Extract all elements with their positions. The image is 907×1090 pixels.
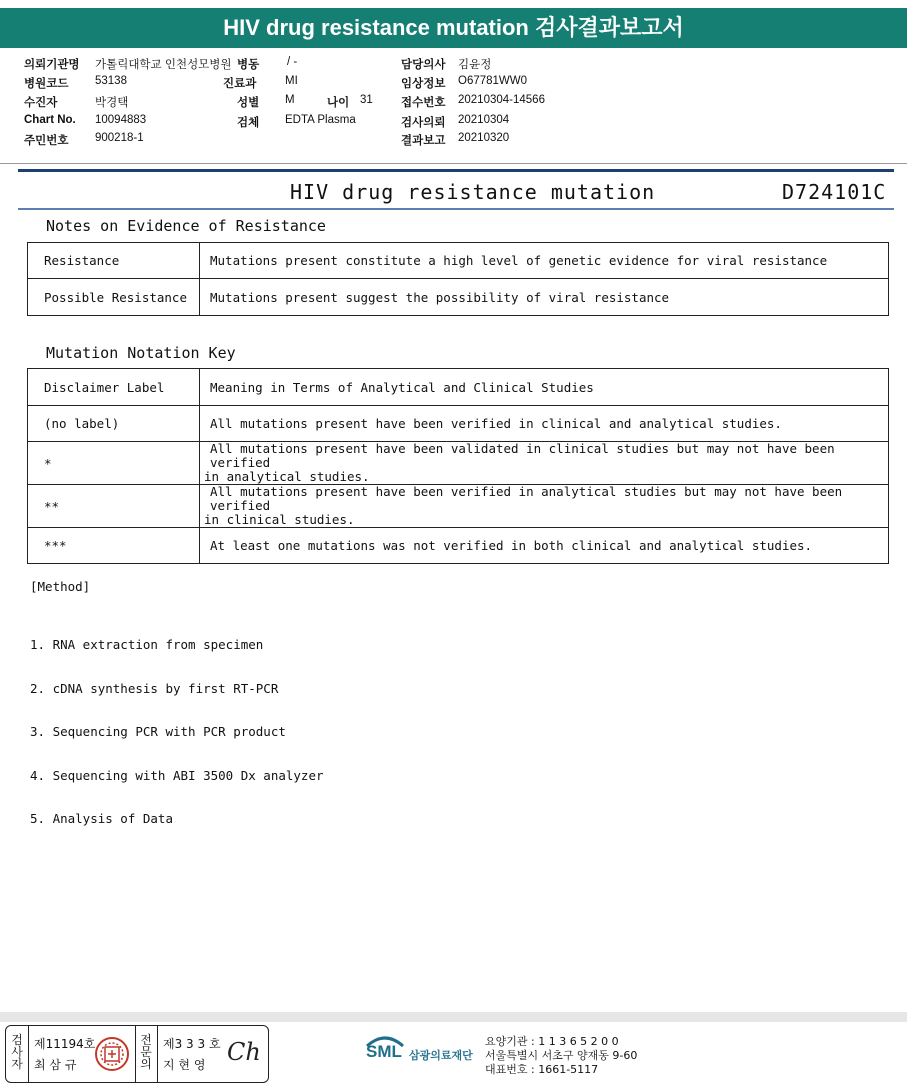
notation-label-cell: * [28,442,200,485]
notation-text-line: in analytical studies. [204,469,370,484]
notation-heading: Mutation Notation Key [46,344,236,362]
report-title: HIV drug resistance mutation 검사결과보고서 [0,8,907,48]
value-resident-no: 900218-1 [95,132,144,144]
patient-info-left [24,56,232,151]
value-requesting-institution: 가톨릭대학교 인천성모병원 [95,59,232,71]
notes-heading: Notes on Evidence of Resistance [46,217,326,235]
footer-phone-line: 대표번호 : 1661-5117 [485,1063,599,1076]
specialist-license-no: 제3 3 3 호 [163,1037,221,1051]
notes-text-cell: Mutations present constitute a high level of genetic evidence for viral resistance [200,243,889,279]
signature-box [5,1025,269,1083]
method-step: 3. Sequencing PCR with PCR product [30,724,286,739]
notation-label-cell: *** [28,528,200,564]
notation-table [27,368,889,564]
logo-abbr: SML [366,1042,402,1061]
logo-name: 삼광의료재단 [409,1049,473,1062]
notation-text-cell: All mutations present have been verified in clinical and analytical studies. [200,406,889,442]
value-sex: M [285,94,295,106]
specialist-name: 지 현 영 [163,1058,206,1072]
value-department: MI [285,75,298,87]
title-rule-bottom [18,208,894,210]
method-steps [30,609,324,841]
label-requesting-institution: 의뢰기관명 [24,59,80,71]
notation-label-cell: Disclaimer Label [28,369,200,406]
examiner-license-no: 제11194호 [34,1037,96,1051]
table-row [28,279,889,316]
specialist-label [140,1034,152,1070]
notation-text-cell [200,485,889,528]
table-row [28,485,889,528]
specialist-label-char: 문 [140,1045,152,1059]
notation-text-cell [200,442,889,485]
method-step: 4. Sequencing with ABI 3500 Dx analyzer [30,767,324,783]
method-step: 5. Analysis of Data [30,811,173,826]
label-clinical-info: 임상정보 [401,78,446,90]
specialist-label-char: 전 [140,1033,152,1047]
notation-text-cell: At least one mutations was not verified in both clinical and analytical studies. [200,528,889,564]
examiner-label-col [6,1026,29,1082]
examiner-label [11,1034,23,1070]
notation-label-cell: (no label) [28,406,200,442]
examiner-label-char: 자 [11,1057,23,1071]
method-heading: [Method] [30,579,91,594]
method-step: 1. RNA extraction from specimen [30,637,264,652]
table-row [28,369,889,406]
label-request-date: 검사의뢰 [401,117,446,129]
value-request-date: 20210304 [458,114,510,126]
label-hospital-code: 병원코드 [24,78,69,90]
sml-logo [364,1033,484,1073]
notation-text-line: All mutations present have been validated in clinical studies but may not have been verified [210,441,835,470]
label-age: 나이 [327,97,350,109]
label-ward: 병동 [237,59,260,71]
table-row [28,442,889,485]
patient-info-right [401,56,621,151]
footer-address-line: 서울특별시 서초구 양재동 9-60 [485,1049,638,1062]
value-age: 31 [360,94,373,106]
examiner-name: 최 삼 규 [34,1058,77,1072]
label-specimen: 검체 [237,117,260,129]
table-row [28,528,889,564]
table-row [28,406,889,442]
label-doctor: 담당의사 [401,59,446,71]
value-report-date: 20210320 [458,132,510,144]
document-title: HIV drug resistance mutation [290,180,656,204]
label-chart-no: Chart No. [24,114,76,126]
notation-text-line: in clinical studies. [204,512,355,527]
value-patient-name: 박경택 [95,97,129,109]
label-patient-name: 수진자 [24,97,58,109]
value-hospital-code: 53138 [95,75,127,87]
label-sex: 성별 [237,97,260,109]
value-chart-no: 10094883 [95,114,147,126]
value-clinical-info: O67781WW0 [458,75,528,87]
notes-table [27,242,889,316]
label-resident-no: 주민번호 [24,135,69,147]
examiner-label-char: 사 [11,1045,23,1059]
method-step: 2. cDNA synthesis by first RT-PCR [30,680,279,696]
examiner-label-char: 검 [11,1033,23,1047]
signature: Ch [227,1038,261,1066]
label-department: 진료과 [223,78,257,90]
value-ward: / - [287,56,298,68]
info-divider [0,163,907,164]
value-accession-no: 20210304-14566 [458,94,545,106]
specialist-label-col [135,1026,158,1082]
notes-label-cell: Resistance [28,243,200,279]
table-row [28,243,889,279]
label-report-date: 결과보고 [401,135,446,147]
footer-contact [485,1035,637,1077]
patient-info-middle [223,56,387,136]
notation-label-cell: ** [28,485,200,528]
value-doctor: 김윤정 [458,59,492,71]
notation-text-line: All mutations present have been verified in analytical studies but may not have been verified [210,484,843,513]
footer-license-line: 요양기관 : 1 1 3 6 5 2 0 0 [485,1035,619,1048]
specialist-label-char: 의 [140,1057,152,1071]
notes-text-cell: Mutations present suggest the possibility of viral resistance [200,279,889,316]
title-rule-top [18,169,894,172]
value-specimen: EDTA Plasma [285,114,356,126]
footer-bar [0,1012,907,1022]
official-seal-icon [94,1036,130,1072]
notation-text-cell: Meaning in Terms of Analytical and Clinical Studies [200,369,889,406]
document-code: D724101C [782,180,887,204]
notes-label-cell: Possible Resistance [28,279,200,316]
label-accession-no: 접수번호 [401,97,446,109]
